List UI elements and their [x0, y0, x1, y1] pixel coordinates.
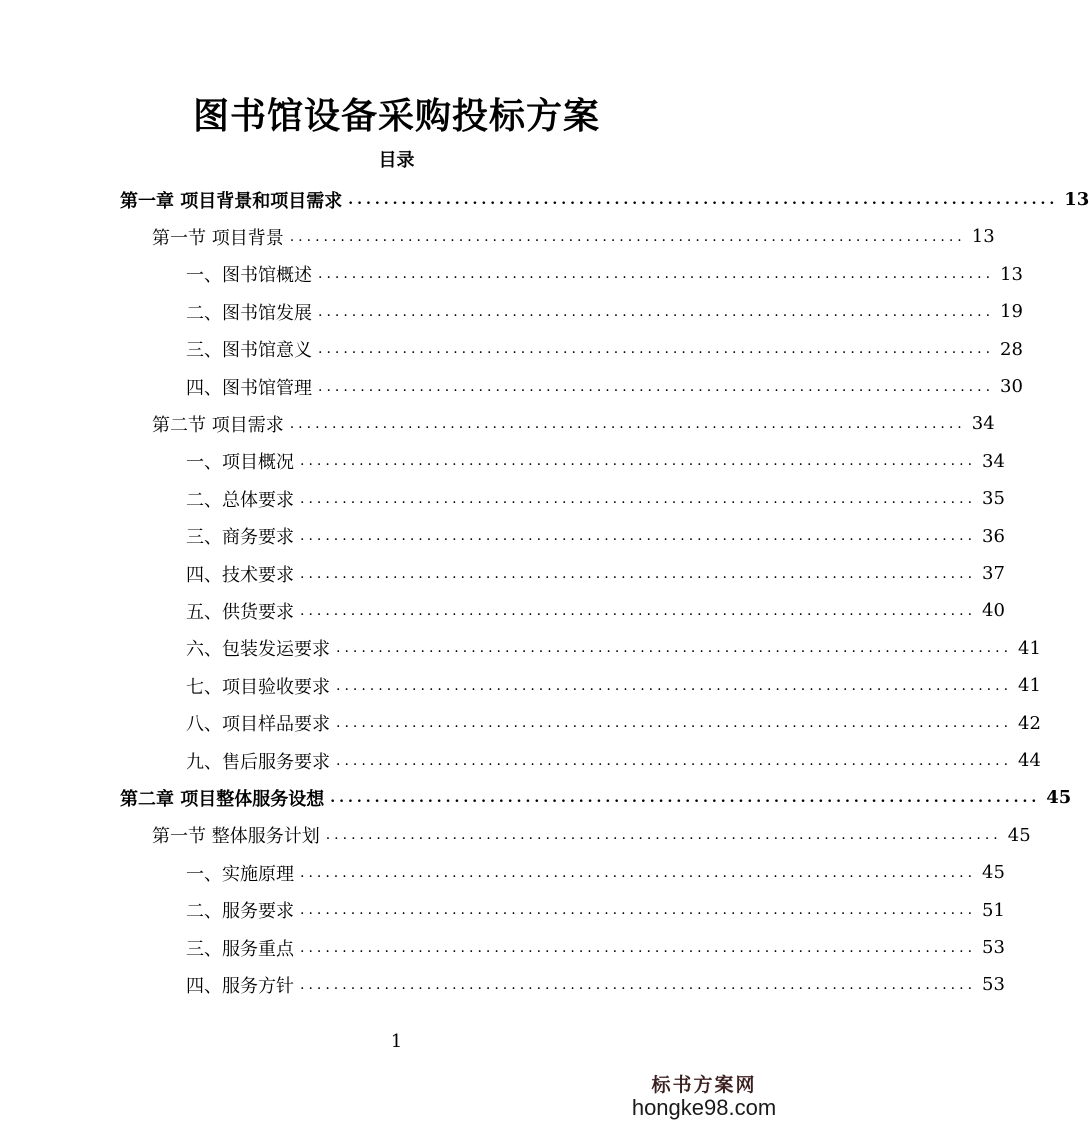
toc-leader-dots: ................................................................................ — [325, 827, 1002, 844]
toc-leader-dots: ................................................................................ — [318, 303, 995, 320]
toc-entry[interactable] — [186, 854, 1005, 891]
toc-leader-dots: ................................................................................ — [300, 976, 977, 993]
toc-entry[interactable] — [186, 929, 1005, 966]
toc-entry-page: 36 — [982, 525, 1005, 547]
toc-entry-page: 19 — [1000, 301, 1023, 323]
toc-leader-dots: ................................................................................ — [300, 490, 977, 507]
toc-entry[interactable] — [186, 592, 1005, 629]
toc-entry-label: 四、服务方针 — [186, 975, 294, 997]
toc-entry-label: 二、总体要求 — [186, 489, 294, 511]
toc-entry-label: 一、图书馆概述 — [186, 265, 312, 287]
toc-entry-page: 28 — [1000, 338, 1023, 360]
watermark-name: 标书方案网 — [651, 1074, 757, 1096]
toc-leader-dots: ................................................................................ — [289, 415, 966, 432]
toc-leader-dots: ................................................................................ — [300, 939, 977, 956]
toc-entry[interactable] — [186, 630, 1041, 667]
toc-leader-dots: ................................................................................ — [300, 528, 977, 545]
toc-entry-label: 第一章 项目背景和项目需求 — [120, 190, 343, 212]
toc-entry-label: 四、图书馆管理 — [186, 377, 312, 399]
toc-entry-page: 35 — [982, 488, 1005, 510]
toc-entry-page: 45 — [1046, 787, 1072, 809]
toc-leader-dots: ................................................................................ — [348, 191, 1059, 208]
toc-entry-label: 第二节 项目需求 — [152, 414, 284, 436]
toc-entry-page: 40 — [982, 600, 1005, 622]
toc-entry-label: 三、图书馆意义 — [186, 340, 312, 362]
toc-entry-label: 三、服务重点 — [186, 938, 294, 960]
toc-entry-label: 二、图书馆发展 — [186, 302, 312, 324]
toc-entry[interactable] — [186, 667, 1041, 704]
toc-entry-label: 一、实施原理 — [186, 863, 294, 885]
watermark — [629, 1070, 779, 1121]
toc-entry-page: 13 — [971, 226, 995, 248]
toc-entry-page: 44 — [1018, 750, 1041, 771]
toc-entry-page: 45 — [982, 862, 1005, 884]
toc-entry-page: 45 — [1007, 824, 1031, 846]
toc-entry[interactable] — [186, 966, 1005, 1003]
toc-entry-page: 41 — [1018, 675, 1041, 697]
toc-entry-page: 41 — [1018, 637, 1041, 659]
toc-entry-page: 53 — [982, 974, 1005, 996]
toc-leader-dots: ................................................................................ — [300, 602, 977, 619]
toc-entry-label: 三、商务要求 — [186, 527, 294, 549]
toc-entry-label: 四、技术要求 — [186, 564, 294, 586]
toc-entry[interactable] — [186, 443, 1005, 480]
toc-entry[interactable] — [152, 405, 995, 442]
toc-entry-label: 二、服务要求 — [186, 901, 294, 923]
toc-entry[interactable] — [186, 293, 1023, 330]
watermark-url: hongke98.com — [631, 1095, 777, 1120]
toc-entry[interactable] — [120, 181, 1089, 218]
toc-leader-dots: ................................................................................ — [336, 640, 1013, 657]
toc-entry[interactable] — [120, 779, 1072, 816]
toc-entry[interactable] — [186, 368, 1023, 405]
toc-entry-label: 一、项目概况 — [186, 452, 294, 474]
toc-entry-label: 八、项目样品要求 — [186, 714, 330, 736]
toc-entry-page: 42 — [1018, 712, 1041, 734]
toc-entry-label: 六、包装发运要求 — [186, 639, 330, 661]
toc-entry[interactable] — [186, 256, 1023, 293]
toc-leader-dots: ................................................................................ — [318, 378, 995, 395]
toc-leader-dots: ................................................................................ — [300, 864, 977, 881]
toc-entry[interactable] — [186, 555, 1005, 592]
toc-entry[interactable] — [186, 705, 1041, 742]
toc-leader-dots: ................................................................................ — [300, 902, 977, 919]
toc-entry-label: 第一节 项目背景 — [152, 227, 284, 249]
toc-leader-dots: ................................................................................ — [300, 453, 977, 470]
toc-leader-dots: ................................................................................ — [300, 565, 977, 582]
toc-leader-dots: ................................................................................ — [289, 228, 966, 245]
toc-entry-page: 30 — [1000, 376, 1023, 397]
toc-entry[interactable] — [152, 218, 995, 255]
toc-leader-dots: ................................................................................ — [318, 266, 995, 283]
toc-entry-label: 第一节 整体服务计划 — [152, 826, 320, 848]
toc-entry-label: 第二章 项目整体服务设想 — [120, 788, 325, 810]
toc-entry[interactable] — [152, 817, 1031, 854]
toc-leader-dots: ................................................................................ — [336, 677, 1013, 694]
toc-entry[interactable] — [186, 518, 1005, 555]
toc-heading: 目录 — [378, 150, 415, 171]
toc-leader-dots: ................................................................................ — [336, 715, 1013, 732]
toc-entry-label: 五、供货要求 — [186, 601, 294, 623]
toc-entry-page: 53 — [982, 937, 1005, 958]
toc-entry[interactable] — [186, 480, 1005, 517]
toc-entry-page: 13 — [1064, 189, 1089, 210]
page-number: 1 — [390, 1031, 403, 1052]
toc-entry[interactable] — [186, 742, 1041, 779]
toc-entry-label: 九、售后服务要求 — [186, 751, 330, 773]
toc-entry-page: 34 — [971, 413, 995, 435]
toc-leader-dots: ................................................................................ — [330, 789, 1041, 806]
toc-entry-label: 七、项目验收要求 — [186, 676, 330, 698]
toc-entry-page: 37 — [982, 563, 1005, 584]
document-title: 图书馆设备采购投标方案 — [192, 95, 600, 137]
toc-leader-dots: ................................................................................ — [336, 752, 1013, 769]
toc-entry[interactable] — [186, 892, 1005, 929]
toc-entry[interactable] — [186, 331, 1023, 368]
toc-entry-page: 34 — [982, 450, 1005, 472]
toc-entry-page: 13 — [1000, 263, 1023, 285]
toc-entry-page: 51 — [982, 899, 1005, 921]
toc-leader-dots: ................................................................................ — [318, 341, 995, 358]
